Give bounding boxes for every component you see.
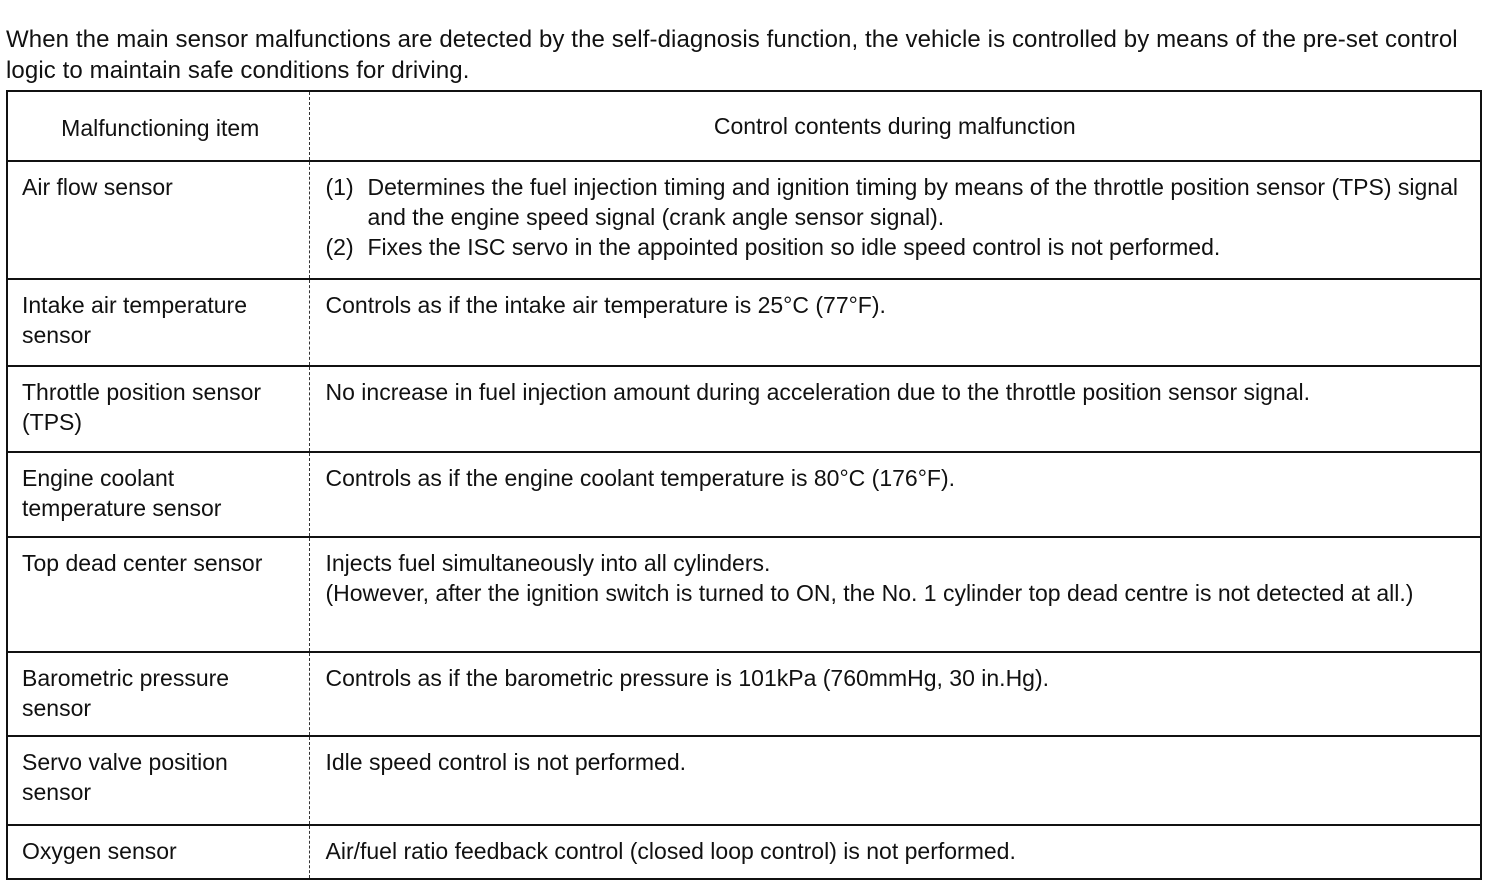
control-line: (However, after the ignition switch is turned to ON, the No. 1 cylinder top dead centre is not detected at all.) (325, 580, 1414, 606)
item-cell: Top dead center sensor (7, 537, 309, 652)
intro-paragraph: When the main sensor malfunctions are detected by the self-diagnosis function, the vehicle is controlled by means of the pre-set control logic to maintain safe conditions for driving. (6, 26, 1458, 84)
item-cell: Oxygen sensor (7, 825, 309, 879)
control-cell: No increase in fuel injection amount during acceleration due to the throttle position sensor signal. (309, 366, 1481, 452)
header-row (7, 91, 1481, 161)
table-row (7, 736, 1481, 825)
control-cell: Controls as if the intake air temperature is 25°C (77°F). (309, 279, 1481, 366)
control-cell: Controls as if the barometric pressure is 101kPa (760mmHg, 30 in.Hg). (309, 652, 1481, 736)
control-cell: Controls as if the engine coolant temperature is 80°C (176°F). (309, 452, 1481, 537)
control-cell: Air/fuel ratio feedback control (closed loop control) is not performed. (309, 825, 1481, 879)
header-control-contents: Control contents during malfunction (309, 91, 1481, 161)
table-row (7, 537, 1481, 652)
malfunction-table (6, 90, 1482, 880)
table-row (7, 452, 1481, 537)
item-cell: Engine coolant temperature sensor (7, 452, 309, 537)
table-row (7, 825, 1481, 879)
list-item-text: Fixes the ISC servo in the appointed position so idle speed control is not performed. (367, 234, 1221, 260)
item-cell: Air flow sensor (7, 161, 309, 279)
table-row (7, 279, 1481, 366)
control-cell (309, 537, 1481, 652)
control-cell: Idle speed control is not performed. (309, 736, 1481, 825)
table-row (7, 161, 1481, 279)
list-item (326, 232, 1467, 262)
header-malfunctioning-item: Malfunctioning item (7, 91, 309, 161)
table-row (7, 366, 1481, 452)
control-cell (309, 161, 1481, 279)
table-row (7, 652, 1481, 736)
control-list (326, 172, 1467, 262)
list-item-number: (1) (325, 174, 354, 200)
list-item-number: (2) (325, 234, 354, 260)
item-cell: Intake air temperature sensor (7, 279, 309, 366)
item-cell: Servo valve position sensor (7, 736, 309, 825)
control-line: Injects fuel simultaneously into all cylinders. (325, 550, 771, 576)
item-cell: Throttle position sensor (TPS) (7, 366, 309, 452)
item-cell: Barometric pressure sensor (7, 652, 309, 736)
list-item (326, 172, 1467, 232)
list-item-text: Determines the fuel injection timing and ignition timing by means of the throttle position sensor (TPS) signal and the engine speed signal (crank angle sensor signal). (367, 174, 1458, 230)
